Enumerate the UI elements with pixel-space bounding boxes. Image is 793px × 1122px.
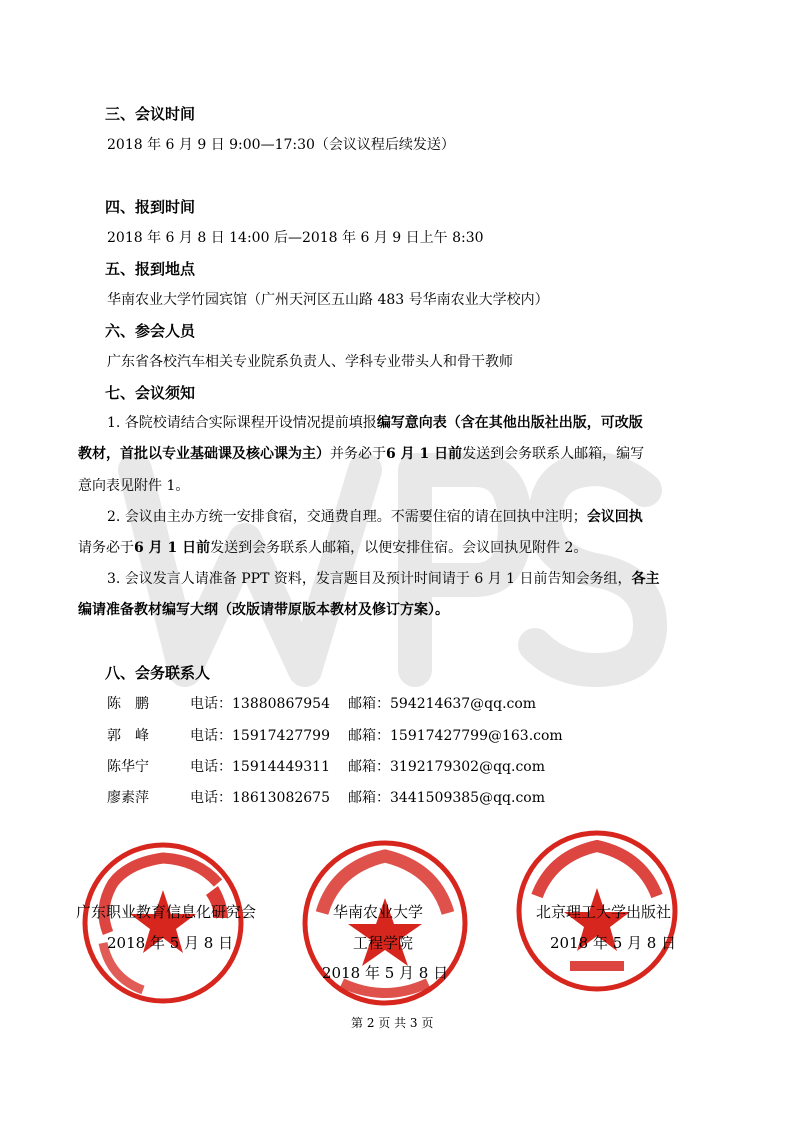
contact-name: 陈华宁 [107,759,149,775]
section-heading-notice: 七、会议须知 [105,384,196,402]
section-heading-attendees: 六、参会人员 [105,322,196,340]
notice-item-2-line-1: 2. 会议由主办方统一安排食宿，交通费自理。不需要住宿的请在回执中注明；会议回执 [107,509,643,525]
signature-date-3: 2018 年 5 月 8 日 [550,934,677,952]
meeting-time-text: 2018 年 6 月 9 日 9:00—17:30（会议议程后续发送） [107,137,455,153]
signature-org-1: 广东职业教育信息化研究会 [76,903,257,921]
checkin-place-text: 华南农业大学竹园宾馆（广州天河区五山路 483 号华南农业大学校内） [107,292,549,308]
contact-phone: 电话：15914449311 [190,759,330,775]
notice-item-1-line-1: 1. 各院校请结合实际课程开设情况提前填报编写意向表（含在其他出版社出版，可改版 [107,415,643,431]
contact-name: 陈 鹏 [107,696,149,712]
notice-item-1-line-2: 教材，首批以专业基础课及核心课为主）并务必于6 月 1 日前发送到会务联系人邮箱，编写 [78,446,645,462]
contact-phone: 电话：15917427799 [190,728,330,744]
signature-date-1: 2018 年 5 月 8 日 [107,934,234,952]
contact-email: 邮箱：3441509385@qq.com [348,790,545,806]
page-number: 第 2 页 共 3 页 [351,1016,434,1030]
notice-item-1-line-3: 意向表见附件 1。 [78,478,190,494]
contact-email: 邮箱：15917427799@163.com [348,728,563,744]
contact-name: 郭 峰 [107,728,149,744]
section-heading-checkin-time: 四、报到时间 [105,198,196,216]
notice-item-2-line-2: 请务必于6 月 1 日前发送到会务联系人邮箱，以便安排住宿。会议回执见附件 2。 [78,540,588,556]
checkin-time-text: 2018 年 6 月 8 日 14:00 后—2018 年 6 月 9 日上午 8:30 [107,230,484,246]
section-heading-time: 三、会议时间 [105,105,196,123]
notice-item-3-line-2: 编请准备教材编写大纲（改版请带原版本教材及修订方案）。 [78,602,449,618]
notice-item-3-line-1: 3. 会议发言人请准备 PPT 资料，发言题目及预计时间请于 6 月 1 日前告知会务组，各主 [107,571,660,587]
contact-name: 廖素萍 [107,790,149,806]
contact-email: 邮箱：3192179302@qq.com [348,759,545,775]
section-heading-checkin-place: 五、报到地点 [105,260,196,278]
contact-phone: 电话：18613082675 [190,790,330,806]
section-heading-contacts: 八、会务联系人 [105,664,211,682]
contact-phone: 电话：13880867954 [190,696,330,712]
signature-org-2b: 工程学院 [353,934,414,952]
contact-email: 邮箱：594214637@qq.com [348,696,537,712]
official-seal-1 [78,838,248,1008]
signature-org-3: 北京理工大学出版社 [536,903,672,921]
signature-date-2: 2018 年 5 月 8 日 [322,964,449,982]
attendees-text: 广东省各校汽车相关专业院系负责人、学科专业带头人和骨干教师 [107,354,513,370]
signature-org-2: 华南农业大学 [333,903,424,921]
